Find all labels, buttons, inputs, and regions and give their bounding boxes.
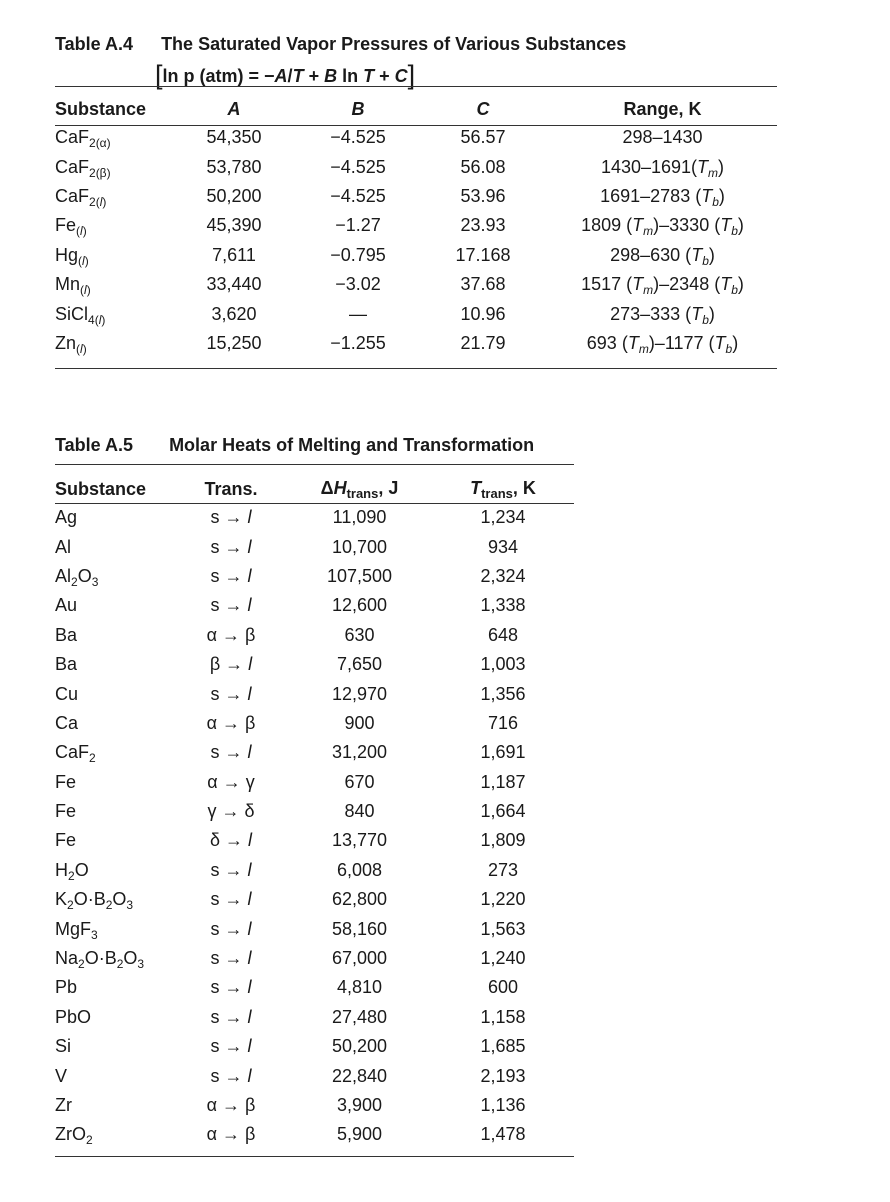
cell-t-trans: 2,193 xyxy=(480,1065,526,1086)
cell-delta-h: 27,480 xyxy=(331,1006,388,1027)
cell-trans: γ → δ xyxy=(207,801,255,822)
cell-c: 56.57 xyxy=(460,127,506,148)
cell-t-trans: 1,685 xyxy=(480,1036,526,1057)
table-a4-row xyxy=(55,123,777,152)
cell-t-trans: 1,563 xyxy=(480,918,526,939)
cell-substance: $H_2O$ xyxy=(55,859,89,883)
cell-range: 298–1430 xyxy=(622,127,703,148)
cell-delta-h: 4,810 xyxy=(336,977,383,998)
cell-t-trans: 934 xyxy=(487,536,519,557)
cell-trans: β → l xyxy=(209,654,253,675)
cell-substance: $Hg_{(l)}$ xyxy=(55,244,89,268)
table-a5-row xyxy=(55,1032,574,1061)
cell-t-trans: 1,664 xyxy=(480,801,526,822)
cell-delta-h: 13,770 xyxy=(331,830,388,851)
cell-t-trans: 1,187 xyxy=(480,771,526,792)
cell-delta-h: 31,200 xyxy=(331,742,388,763)
vapor-pressure-rows xyxy=(55,123,777,358)
cell-delta-h: 50,200 xyxy=(331,1036,388,1057)
table-a5-row xyxy=(55,1003,574,1032)
table-a5-row xyxy=(55,591,574,620)
header-b: B xyxy=(351,98,365,119)
cell-t-trans: 2,324 xyxy=(480,565,526,586)
table-a4-header-row xyxy=(55,95,777,123)
table-a4-top-rule xyxy=(55,86,777,87)
cell-delta-h: 22,840 xyxy=(331,1065,388,1086)
cell-a: 7,611 xyxy=(212,244,256,265)
table-a5-row xyxy=(55,885,574,914)
cell-substance: SiCl$_{4(l)}$ xyxy=(55,303,106,327)
cell-delta-h: 5,900 xyxy=(336,1124,383,1145)
cell-substance: Au xyxy=(55,595,78,616)
cell-trans: s → l xyxy=(210,536,252,557)
cell-b: −1.27 xyxy=(335,215,381,236)
cell-t-trans: 1,356 xyxy=(480,683,526,704)
cell-trans: α → γ xyxy=(207,771,255,792)
cell-t-trans: 1,220 xyxy=(480,889,526,910)
table-a4-bottom-rule xyxy=(55,368,777,369)
cell-trans: α → β xyxy=(206,624,256,645)
header-delta-h: $\Delta H_{trans}$, J xyxy=(320,477,399,501)
cell-b: −4.525 xyxy=(330,127,386,148)
vapor-pressure-table xyxy=(55,95,777,358)
table-a5-row xyxy=(55,532,574,561)
cell-substance: CaF$_{2(l)}$ xyxy=(55,185,107,209)
cell-substance: $Zn_{(l)}$ xyxy=(55,332,87,356)
cell-substance: ZrO$_2$ xyxy=(55,1124,93,1148)
cell-range: $1430-1691(T_m)$ xyxy=(600,156,725,180)
cell-trans: s → l xyxy=(210,918,252,939)
header-substance: Substance xyxy=(55,478,147,499)
cell-delta-h: 12,970 xyxy=(331,683,388,704)
cell-b: −4.525 xyxy=(330,185,386,206)
cell-t-trans: 1,158 xyxy=(480,1006,526,1027)
cell-b: — xyxy=(349,303,367,324)
table-a5-row xyxy=(55,973,574,1002)
cell-a: 45,390 xyxy=(206,215,262,236)
cell-c: 17.168 xyxy=(455,244,511,265)
cell-trans: s → l xyxy=(210,948,252,969)
table-a5-header-row xyxy=(55,475,574,503)
molar-heats-table xyxy=(55,475,574,1150)
cell-substance: CaF$_{2(\alpha)}$ xyxy=(55,127,111,151)
cell-range: 1517 $(T_m)-2348$ $(T_b)$ xyxy=(581,274,744,298)
cell-delta-h: 62,800 xyxy=(331,889,388,910)
header-substance: Substance xyxy=(55,98,147,119)
table-a5-row xyxy=(55,709,574,738)
cell-t-trans: 1,240 xyxy=(480,948,526,969)
table-a4-caption xyxy=(55,34,626,55)
cell-substance: V xyxy=(55,1065,68,1086)
cell-range: 1691–2783 $(T_b)$ xyxy=(600,185,725,209)
cell-trans: s → l xyxy=(210,889,252,910)
cell-substance: Ba xyxy=(55,654,78,675)
table-a5-caption xyxy=(55,435,534,456)
cell-substance: $Fe_{(l)}$ xyxy=(55,215,87,239)
table-a5-row xyxy=(55,650,574,679)
cell-t-trans: 1,136 xyxy=(480,1095,526,1115)
cell-a: 33,440 xyxy=(206,274,262,295)
cell-range: 693 $(T_m)-1177$ $(T_b)$ xyxy=(586,332,739,356)
cell-c: 56.08 xyxy=(460,156,506,177)
cell-substance: Pb xyxy=(55,977,78,998)
cell-t-trans: 1,234 xyxy=(480,507,526,528)
cell-delta-h: 7,650 xyxy=(336,654,383,675)
header-t-trans: $T_{trans}$, K xyxy=(470,477,536,501)
cell-substance: Ag xyxy=(55,507,78,528)
table-a4-row xyxy=(55,211,777,240)
cell-trans: s → l xyxy=(210,595,252,616)
table-a5-row xyxy=(55,1091,574,1120)
cell-delta-h: 11,090 xyxy=(332,507,387,528)
cell-trans: s → l xyxy=(210,565,252,586)
cell-substance: CaF$_2$ xyxy=(55,742,96,766)
cell-c: 21.79 xyxy=(460,332,506,353)
cell-t-trans: 1,003 xyxy=(480,654,526,675)
cell-substance: $K_2O\cdot B_2O_3$ xyxy=(55,889,134,913)
table-a4-row xyxy=(55,182,777,211)
cell-range: 298–630 $(T_b)$ xyxy=(610,244,715,268)
header-a: A xyxy=(227,98,241,119)
table-a4-title: The Saturated Vapor Pressures of Various Substances xyxy=(161,34,627,54)
cell-substance: MgF$_3$ xyxy=(55,918,98,942)
table-a5-top-rule xyxy=(55,464,574,465)
table-a5-row xyxy=(55,503,574,532)
cell-substance: Fe xyxy=(55,801,77,822)
cell-trans: s → l xyxy=(210,859,252,880)
table-a4-row xyxy=(55,152,777,181)
table-a5-row xyxy=(55,1061,574,1090)
cell-trans: s → l xyxy=(210,507,252,528)
cell-b: −0.795 xyxy=(330,244,386,265)
cell-t-trans: 600 xyxy=(487,977,519,998)
cell-delta-h: 12,600 xyxy=(331,595,388,616)
cell-a: 3,620 xyxy=(211,303,257,324)
table-a4-row xyxy=(55,299,777,328)
cell-range: 1809 $(T_m)-3330$ $(T_b)$ xyxy=(581,215,744,239)
cell-t-trans: 716 xyxy=(487,712,519,733)
cell-trans: α → β xyxy=(206,1095,256,1115)
cell-trans: s → l xyxy=(210,683,252,704)
cell-delta-h: 58,160 xyxy=(331,918,388,939)
cell-substance: Si xyxy=(55,1036,72,1057)
table-a5-row xyxy=(55,856,574,885)
cell-a: 53,780 xyxy=(206,156,262,177)
table-a4-row xyxy=(55,270,777,299)
table-a4-formula: [ln p (atm) = −A/T + B ln T + C] xyxy=(155,60,416,90)
cell-trans: s → l xyxy=(210,1036,252,1057)
table-a5-title: Molar Heats of Melting and Transformation xyxy=(169,435,535,455)
table-a5-row xyxy=(55,562,574,591)
cell-delta-h: 900 xyxy=(344,712,375,733)
cell-substance: PbO xyxy=(55,1006,92,1027)
cell-delta-h: 670 xyxy=(344,771,375,792)
table-a4-row xyxy=(55,241,777,270)
cell-a: 54,350 xyxy=(206,127,262,148)
cell-substance: $Mn_{(l)}$ xyxy=(55,274,91,298)
header-c: C xyxy=(476,98,490,119)
table-a5-row xyxy=(55,944,574,973)
table-a5-row xyxy=(55,621,574,650)
cell-a: 50,200 xyxy=(206,185,262,206)
cell-t-trans: 648 xyxy=(487,624,519,645)
cell-c: 10.96 xyxy=(460,303,506,324)
cell-b: −4.525 xyxy=(330,156,386,177)
cell-delta-h: 10,700 xyxy=(331,536,388,557)
cell-substance: Ca xyxy=(55,712,79,733)
cell-substance: Al xyxy=(55,536,72,557)
table-a5-row xyxy=(55,826,574,855)
table-a5-row xyxy=(55,768,574,797)
cell-t-trans: 1,478 xyxy=(480,1124,526,1145)
cell-substance: Ba xyxy=(55,624,78,645)
table-a5-row xyxy=(55,1120,574,1149)
table-a5-row xyxy=(55,679,574,708)
table-a5-row xyxy=(55,738,574,767)
cell-substance: Zr xyxy=(55,1095,72,1115)
cell-range: 273–333 $(T_b)$ xyxy=(610,303,715,327)
cell-substance: Cu xyxy=(55,683,79,704)
table-a5-row xyxy=(55,797,574,826)
molar-heats-rows xyxy=(55,503,574,1150)
header-range: Range, K xyxy=(623,98,702,119)
table-a5-row xyxy=(55,914,574,943)
cell-c: 23.93 xyxy=(460,215,506,236)
cell-c: 37.68 xyxy=(460,274,506,295)
cell-b: −1.255 xyxy=(330,332,386,353)
cell-trans: α → β xyxy=(206,712,256,733)
cell-substance: Fe xyxy=(55,771,77,792)
cell-delta-h: 840 xyxy=(344,801,375,822)
cell-delta-h: 6,008 xyxy=(336,859,383,880)
cell-trans: δ → l xyxy=(209,830,253,851)
cell-a: 15,250 xyxy=(206,332,262,353)
table-a4-row xyxy=(55,329,777,358)
cell-trans: s → l xyxy=(210,977,252,998)
cell-t-trans: 1,691 xyxy=(480,742,526,763)
cell-c: 53.96 xyxy=(460,185,506,206)
cell-delta-h: 3,900 xyxy=(336,1095,383,1115)
cell-trans: s → l xyxy=(210,742,252,763)
table-a5-bottom-rule xyxy=(55,1156,574,1157)
cell-b: −3.02 xyxy=(335,274,381,295)
cell-t-trans: 273 xyxy=(487,859,519,880)
cell-trans: s → l xyxy=(210,1065,252,1086)
cell-substance: Fe xyxy=(55,830,77,851)
cell-substance: $Al_2O_3$ xyxy=(55,565,99,589)
table-a5-number: Table A.5 xyxy=(55,435,134,455)
header-trans: Trans. xyxy=(204,478,258,499)
cell-substance: $Na_2O\cdot B_2O_3$ xyxy=(55,948,145,972)
cell-delta-h: 630 xyxy=(344,624,375,645)
cell-trans: α → β xyxy=(206,1124,256,1145)
cell-t-trans: 1,338 xyxy=(480,595,526,616)
cell-trans: s → l xyxy=(210,1006,252,1027)
cell-delta-h: 67,000 xyxy=(331,948,388,969)
cell-substance: CaF$_{2(\beta)}$ xyxy=(55,156,111,180)
table-a4-number: Table A.4 xyxy=(55,34,134,54)
cell-delta-h: 107,500 xyxy=(326,565,393,586)
cell-t-trans: 1,809 xyxy=(480,830,526,851)
